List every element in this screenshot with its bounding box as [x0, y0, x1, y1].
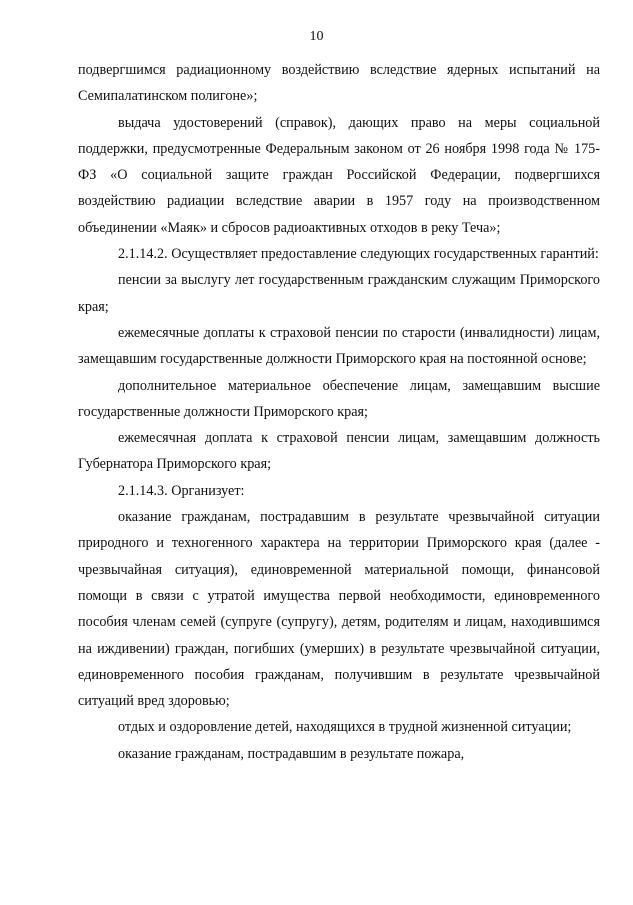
paragraph-monthly-supplements: ежемесячные доплаты к страховой пенсии по старости (инвалидности) лицам, замещавшим государственные должности Приморского края на постоянной основе; — [78, 324, 600, 368]
document-body — [78, 57, 600, 767]
paragraph-emergency-assistance: оказание гражданам, пострадавшим в результате чрезвычайной ситуации природного и техногенного характера на территории Приморского края (далее - чрезвычайная ситуация), единовременной материальной помощи, финансовой помощи в связи с утратой имущества первой необходимости, единовременного пособия членам семей (супруге (супругу), детям, родителям и лицам, находившимся на иждивении) граждан, погибших (умерших) в результате чрезвычайной ситуации, единовременного пособия гражданам, получившим в результате чрезвычайной ситуаций вред здоровью; — [78, 509, 600, 710]
paragraph-continuation: подвергшимся радиационному воздействию вследствие ядерных испытаний на Семипалатинском полигоне»; — [78, 62, 600, 105]
paragraph-section-2-1-14-3: 2.1.14.3. Организует: — [118, 482, 245, 499]
paragraph-certificates: выдача удостоверений (справок), дающих право на меры социальной поддержки, предусмотренные Федеральным законом от 26 ноября 1998 года № 175-ФЗ «О социальной защите граждан Российской Федерации, подвергшихся воздействию радиации вследствие аварии в 1957 году на производственном объединении «Маяк» и сбросов радиоактивных отходов в реку Теча»; — [78, 114, 600, 236]
paragraph-additional-support: дополнительное материальное обеспечение лицам, замещавшим высшие государственные должности Приморского края; — [78, 377, 600, 420]
paragraph-governor-supplement: ежемесячная доплата к страховой пенсии лицам, замещавшим должность Губернатора Приморского края; — [78, 430, 600, 473]
paragraph-children-recreation: отдых и оздоровление детей, находящихся в трудной жизненной ситуации; — [118, 719, 572, 736]
paragraph-section-2-1-14-2: 2.1.14.2. Осуществляет предоставление следующих государственных гарантий: — [118, 246, 599, 263]
paragraph-pensions-civil-servants: пенсии за выслугу лет государственным гражданским служащим Приморского края; — [78, 272, 600, 315]
paragraph-fire-victims: оказание гражданам, пострадавшим в результате пожара, — [118, 745, 465, 762]
page-number: 10 — [309, 29, 324, 44]
